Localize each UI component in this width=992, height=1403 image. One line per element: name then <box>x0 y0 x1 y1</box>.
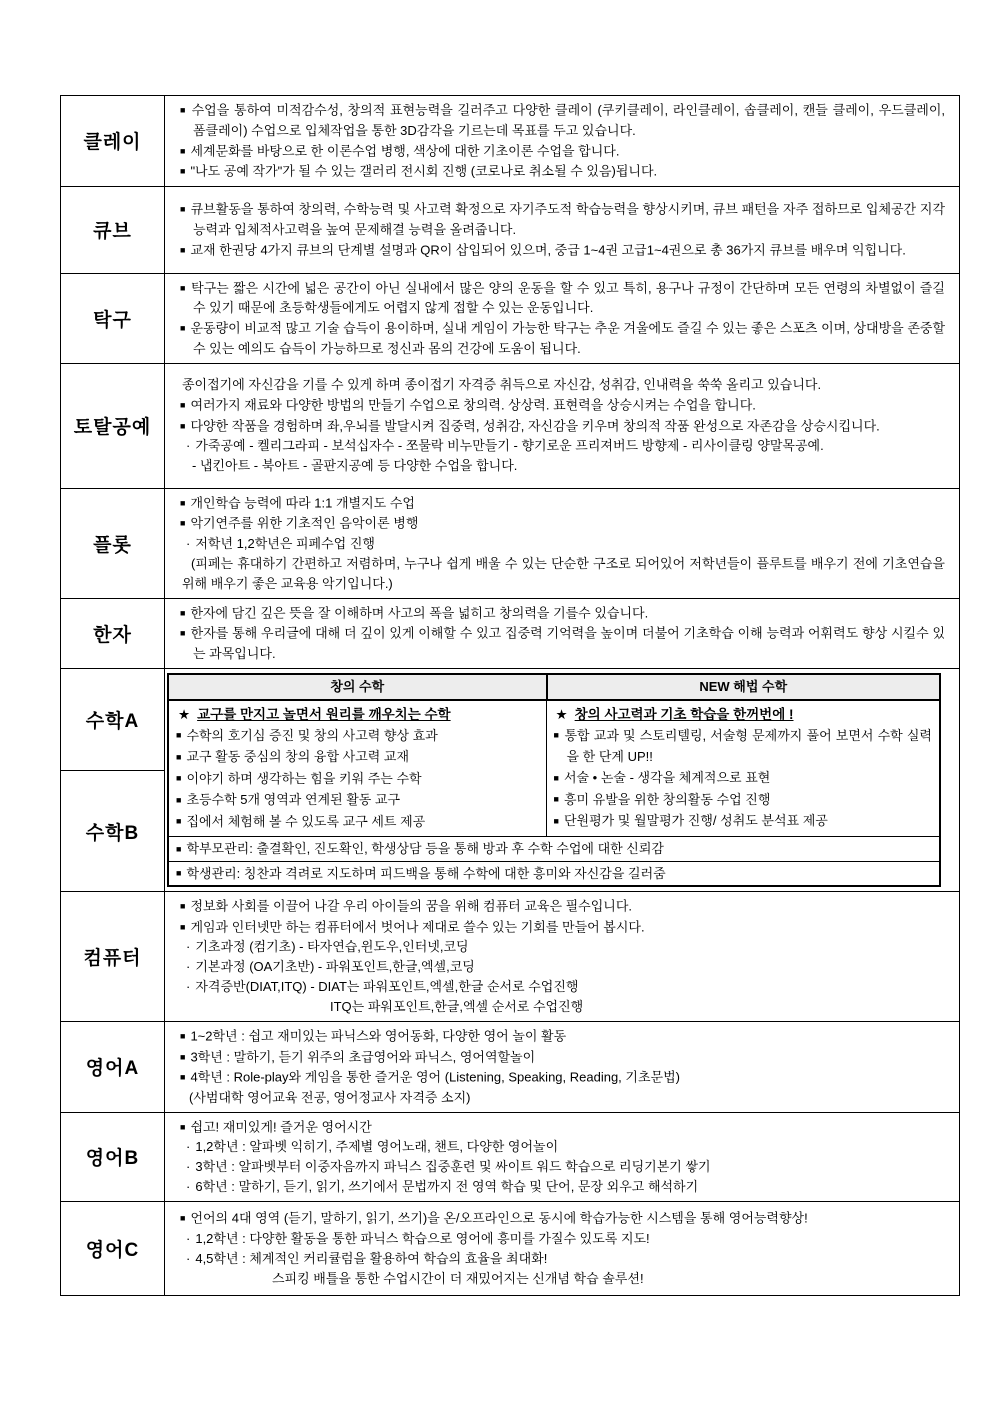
square-bullet-icon: ■ <box>180 1213 186 1224</box>
math-column-left <box>169 701 546 837</box>
square-bullet-icon: ■ <box>180 1051 186 1062</box>
table-row-computer <box>61 892 960 1022</box>
text-line: - 냅킨아트 - 북아트 - 골판지공예 등 다양한 수업을 합니다. <box>192 458 518 473</box>
text-line: ■ 3학년 : 말하기, 듣기 위주의 초급영어와 파닉스, 영어역할놀이 <box>180 1049 536 1064</box>
text-line: ■ 여러가지 재료와 다양한 방법의 만들기 수업으로 창의력. 상상력. 표현력을 상승시켜는 수업을 합니다. <box>180 397 756 413</box>
text-line: ■ 학부모관리: 출결확인, 진도확인, 학생상담 등을 통해 방과 후 수학 수업에 대한 신뢰감 <box>176 841 664 856</box>
text-line: ■ 한자에 담긴 깊은 뜻을 잘 이해하며 사고의 폭을 넓히고 창의력을 기를수 있습니다. <box>180 605 649 620</box>
square-bullet-icon: ■ <box>553 772 559 783</box>
table-row-math-a <box>61 668 960 771</box>
math-column-right <box>546 701 939 837</box>
square-bullet-icon: ■ <box>180 628 186 638</box>
square-bullet-icon: ■ <box>180 145 186 156</box>
square-bullet-icon: ■ <box>180 921 186 932</box>
program-label: 수학A <box>61 668 165 771</box>
square-bullet-icon: ■ <box>180 1072 186 1082</box>
square-bullet-icon: ■ <box>180 282 187 293</box>
text-line: · 저학년 1,2학년은 피페수업 진행 <box>186 535 375 551</box>
program-label: 토탈공예 <box>61 363 165 488</box>
square-bullet-icon: ■ <box>180 400 186 410</box>
text-line: ■ 언어의 4대 영역 (듣기, 말하기, 읽기, 쓰기)을 온/오프라인으로 동시에 학습가능한 시스템을 통해 영어능력향상! <box>180 1210 808 1226</box>
program-description <box>165 1022 960 1113</box>
program-description <box>165 186 960 273</box>
program-label: 플롯 <box>61 488 165 598</box>
program-description <box>165 1202 960 1296</box>
square-bullet-icon: ■ <box>180 244 186 255</box>
text-line: ■ 학생관리: 칭찬과 격려로 지도하며 피드백을 통해 수학에 대한 흥미와 자신감을 길러줌 <box>176 865 666 881</box>
math-programs-cell <box>165 668 960 892</box>
square-bullet-icon: ■ <box>180 323 186 333</box>
text-line: ■ 서술 • 논술 - 생각을 체계적으로 표현 <box>553 770 771 785</box>
star-icon: ★ <box>555 706 568 722</box>
dot-bullet-icon: · <box>186 939 191 954</box>
dot-bullet-icon: · <box>186 1179 191 1194</box>
square-bullet-icon: ■ <box>553 730 560 740</box>
text-line: ■ 1~2학년 : 쉽고 재미있는 파닉스와 영어동화, 다양한 영어 놀이 활동 <box>180 1028 567 1044</box>
program-description <box>165 363 960 488</box>
text-line: · 기초과정 (컴기초) - 타자연습,윈도우,인터넷,코딩 <box>186 939 469 954</box>
text-line: · 1,2학년 : 다양한 활동을 통한 파닉스 학습으로 영어에 흥미를 가질수 있도록 지도! <box>186 1230 650 1246</box>
program-label: 영어C <box>61 1202 165 1296</box>
text-line: · 4,5학년 : 체계적인 커리큘럼을 활용하여 학습의 효율을 최대화! <box>186 1250 548 1266</box>
square-bullet-icon: ■ <box>180 1031 186 1041</box>
table-row-hanja <box>61 598 960 668</box>
program-label: 큐브 <box>61 186 165 273</box>
program-description <box>165 488 960 598</box>
program-description <box>165 273 960 363</box>
square-bullet-icon: ■ <box>180 204 186 214</box>
text-line: ■ 탁구는 짧은 시간에 넓은 공간이 아닌 실내에서 많은 양의 운동을 할 수 있고 특히, 용구나 규정이 간단하며 모든 연령의 차별없이 즐길 수 있기 때문에 초등학생들에게도 어렵지 않게 접할 수 있는 운동입니다. <box>180 280 945 315</box>
program-table <box>60 95 960 1296</box>
table-row-pingpong <box>61 273 960 363</box>
program-label: 컴퓨터 <box>61 892 165 1022</box>
text-line: ■ 이야기 하며 생각하는 힘을 키워 주는 수학 <box>176 770 422 786</box>
text-line: ■ 한자를 통해 우리글에 대해 더 깊이 있게 이해할 수 있고 집중력 기억력을 높이며 더불어 기초학습 이해 능력과 어휘력도 향상 시킬수 있는 과목입니다. <box>180 625 945 661</box>
text-line: · 3학년 : 알파벳부터 이중자음까지 파닉스 집중훈련 및 싸이트 워드 학습으로 리딩기본기 쌓기 <box>186 1159 711 1174</box>
text-line: ■ 게임과 인터넷만 하는 컴퓨터에서 벗어나 제대로 쓸수 있는 기회를 만들어 봅시다. <box>180 919 645 934</box>
dot-bullet-icon: · <box>186 1139 191 1154</box>
text-line: (피페는 휴대하기 간편하고 저렴하며, 누구나 쉽게 배울 수 있는 단순한 구조로 되어있어 저학년들이 플루트를 배우기 전에 기초연습을 위해 배우기 좋은 교육용 악기입니다.) <box>182 555 945 591</box>
text-line: 스피킹 배틀을 통한 수업시간이 더 재밌어지는 신개념 학습 솔루션! <box>272 1270 644 1286</box>
square-bullet-icon: ■ <box>176 751 182 762</box>
text-line: ■ 세계문화를 바탕으로 한 이론수업 병행, 색상에 대한 기초이론 수업을 합니다. <box>180 143 620 158</box>
dot-bullet-icon: · <box>186 1230 191 1246</box>
math-footer-row <box>169 861 939 886</box>
dot-bullet-icon: · <box>186 1159 191 1174</box>
program-description <box>165 1112 960 1202</box>
text-line: 종이접기에 자신감을 기를 수 있게 하며 종이접기 자격증 취득으로 자신감, 성취감, 인내력을 쑥쑥 올리고 있습니다. <box>182 377 822 392</box>
math-table-header <box>169 675 939 701</box>
dot-bullet-icon: · <box>186 1250 191 1266</box>
text-line: · 1,2학년 : 알파벳 익히기, 주제별 영어노래, 챈트, 다양한 영어놀이 <box>186 1139 559 1154</box>
headline: ★ 창의 사고력과 기초 학습을 한꺼번에 ! <box>555 706 794 722</box>
table-row-english-b <box>61 1112 960 1202</box>
program-label: 한자 <box>61 598 165 668</box>
text-line: ■ 수학의 호기심 증진 및 창의 사고력 향상 효과 <box>176 727 438 743</box>
text-line: ■ 악기연주를 위한 기초적인 음악이론 병행 <box>180 515 419 531</box>
text-line: · 6학년 : 말하기, 듣기, 읽기, 쓰기에서 문법까지 전 영역 학습 및 단어, 문장 외우고 해석하기 <box>186 1179 699 1194</box>
text-line: ■ 개인학습 능력에 따라 1:1 개별지도 수업 <box>180 495 415 510</box>
program-label: 영어A <box>61 1022 165 1113</box>
square-bullet-icon: ■ <box>176 730 182 740</box>
square-bullet-icon: ■ <box>180 497 186 508</box>
headline: ★ 교구를 만지고 놀면서 원리를 깨우치는 수학 <box>178 706 451 722</box>
text-line: ■ 흥미 유발을 위한 창의활동 수업 진행 <box>553 791 771 807</box>
square-bullet-icon: ■ <box>180 901 186 911</box>
text-line: ■ 큐브활동을 통하여 창의력, 수학능력 및 사고력 확정으로 자기주도적 학습능력을 향상시키며, 큐브 패턴을 자주 접하므로 입체공간 지각능력과 입체적사고력을 높여 문제해결 능력을 올려줍니다. <box>180 201 945 237</box>
program-label: 영어B <box>61 1112 165 1202</box>
text-line: ■ "나도 공예 작가"가 될 수 있는 갤러리 전시회 진행 (코로나로 취소될 수 있음)됩니다. <box>180 163 658 179</box>
program-description <box>165 96 960 187</box>
program-label: 수학B <box>61 771 165 892</box>
text-line: (사범대학 영어교육 전공, 영어정교사 자격증 소지) <box>189 1089 471 1105</box>
square-bullet-icon: ■ <box>180 420 186 431</box>
table-row-craft <box>61 363 960 488</box>
program-label: 탁구 <box>61 273 165 363</box>
square-bullet-icon: ■ <box>553 815 559 826</box>
text-line: ■ 단원평가 및 월말평가 진행/ 성취도 분석표 제공 <box>553 813 828 828</box>
square-bullet-icon: ■ <box>180 166 186 176</box>
text-line: ■ 교구 활동 중심의 창의 융합 사고력 교재 <box>176 749 410 764</box>
square-bullet-icon: ■ <box>180 518 186 528</box>
text-line: ■ 쉽고! 재미있게! 즐거운 영어시간 <box>180 1119 372 1134</box>
math-table-body <box>169 701 939 837</box>
text-line: ■ 정보화 사회를 이끌어 나갈 우리 아이들의 꿈을 위해 컴퓨터 교육은 필수입니다. <box>180 898 633 914</box>
dot-bullet-icon: · <box>186 979 191 994</box>
math-footer-row <box>169 836 939 861</box>
dot-bullet-icon: · <box>186 535 191 551</box>
table-row-english-c <box>61 1202 960 1296</box>
square-bullet-icon: ■ <box>180 105 187 115</box>
program-description <box>165 892 960 1022</box>
text-line: ■ 수업을 통하여 미적감수성, 창의적 표현능력을 길러주고 다양한 클레이 (쿠키클레이, 라인클레이, 솝클레이, 캔들 클레이, 우드클레이, 폼클레이) 수업으로 입체작업을 통한 3D감각을 기르는데 목표를 두고 있습니다. <box>180 102 946 138</box>
math-inner-table <box>167 673 941 888</box>
text-line: ITQ는 파워포인트,한글,엑셀 순서로 수업진행 <box>330 999 584 1014</box>
math-column-header-left: 창의 수학 <box>330 678 385 694</box>
square-bullet-icon: ■ <box>176 843 182 854</box>
table-row-clay <box>61 96 960 187</box>
table-row-flute <box>61 488 960 598</box>
text-line: ■ 운동량이 비교적 많고 기술 습득이 용이하며, 실내 게임이 가능한 탁구는 추운 겨울에도 즐길 수 있는 좋은 스포츠 이며, 상대방을 존중할 수 있는 예의도 습득이 가능하므로 정신과 몸의 건강에 도움이 됩니다. <box>180 320 945 356</box>
text-line: ■ 집에서 체험해 볼 수 있도록 교구 세트 제공 <box>176 813 426 829</box>
dot-bullet-icon: · <box>186 438 191 453</box>
math-column-header-right: NEW 해법 수학 <box>546 675 939 699</box>
text-line: ■ 다양한 작품을 경험하며 좌,우뇌를 발달시켜 집중력, 성취감, 자신감을 키우며 창의적 작품 완성으로 자존감을 상승시킵니다. <box>180 418 880 433</box>
table-row-english-a <box>61 1022 960 1113</box>
star-icon: ★ <box>178 706 191 722</box>
square-bullet-icon: ■ <box>180 1121 186 1132</box>
square-bullet-icon: ■ <box>176 816 182 826</box>
program-label: 클레이 <box>61 96 165 187</box>
program-description <box>165 598 960 668</box>
square-bullet-icon: ■ <box>176 868 182 878</box>
text-line: · 기본과정 (OA기초반) - 파워포인트,한글,엑셀,코딩 <box>186 959 475 974</box>
square-bullet-icon: ■ <box>176 773 182 783</box>
dot-bullet-icon: · <box>186 959 191 974</box>
text-line: · 가죽공예 - 켈리그라피 - 보석십자수 - 쪼물락 비누만들기 - 향기로운 프리져버드 방향제 - 리사이클링 양말목공예. <box>186 438 824 453</box>
text-line: ■ 교재 한권당 4가지 큐브의 단계별 설명과 QR이 삽입되어 있으며, 중급 1~4권 고급1~4권으로 총 36가지 큐브를 배우며 익힙니다. <box>180 242 906 257</box>
text-line: ■ 초등수학 5개 영역과 연계된 활동 교구 <box>176 792 401 807</box>
table-row-cube <box>61 186 960 273</box>
square-bullet-icon: ■ <box>553 794 559 804</box>
square-bullet-icon: ■ <box>180 607 186 618</box>
square-bullet-icon: ■ <box>176 794 182 805</box>
text-line: · 자격증반(DIAT,ITQ) - DIAT는 파워포인트,엑셀,한글 순서로 수업진행 <box>186 979 579 994</box>
text-line: ■ 통합 교과 및 스토리텔링, 서술형 문제까지 풀어 보면서 수학 실력을 한 단계 UP!! <box>553 727 932 764</box>
text-line: ■ 4학년 : Role-play와 게임을 통한 즐거운 영어 (Listening, Speaking, Reading, 기초문법) <box>180 1069 680 1085</box>
